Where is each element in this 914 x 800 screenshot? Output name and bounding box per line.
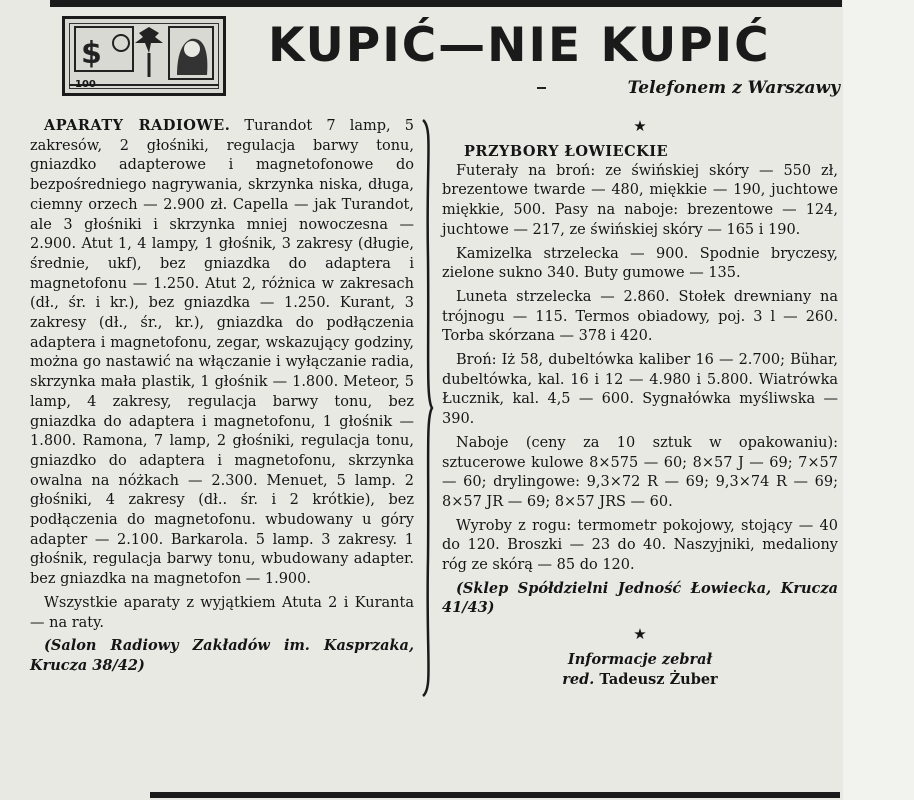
hunting-paragraph: Luneta strzelecka — 2.860. Stołek drewniany na trójnogu — 115. Termos obiadowy, poj. 3 l — 260. Torba skórzana — 378 i 420.: [442, 288, 838, 345]
credit-name: Tadeusz Żuber: [599, 670, 718, 688]
hunting-column: [442, 116, 838, 690]
hunting-paragraph: Broń: Iż 58, dubeltówka kaliber 16 — 2.700; Bühar, dubeltówka, kal. 16 i 12 — 4.980 i 5.800. Wiatrówka Łucznik, kal. 4,5 — 600. Sygnałówka myśliwska — 390.: [442, 352, 838, 428]
logo-value: 100: [75, 79, 96, 90]
page-edge: [843, 0, 914, 800]
svg-text:$: $: [81, 36, 102, 71]
byline: Telefonem z Warszawy: [627, 78, 840, 98]
bottom-rule: [150, 792, 840, 798]
radio-source: (Salon Radiowy Zakładów im. Kasprzaka, Krucza 38/42): [30, 637, 414, 674]
star-separator: ★: [633, 117, 647, 135]
radio-column: [30, 116, 414, 676]
credit-prefix: red.: [562, 670, 595, 688]
star-separator-2: ★: [633, 625, 647, 644]
credit-name-line: [442, 670, 838, 690]
hunting-paragraph: Futerały na broń: ze świńskiej skóry — 550 zł, brezentowe twarde — 480, miękkie — 190, juchtowe miękkie, 500. Pasy na naboje: brezentowe — 124, juchtowe — 217, ze świńskiej skóry — 165 i 190.: [442, 162, 838, 238]
credit-line: Informacje zebrał: [567, 651, 713, 669]
radio-text: Turandot 7 lamp, 5 zakresów, 2 głośniki, regulacja barwy tonu, gniazdko adapterowe i magnetofonowe do bezpośredniego nagrywania, skrzynka niska, długa, ciemny orzech — 2.900 zł. Capella — jak Turandot, ale 3 głośniki i skrzynka mniej nowoczesna — 2.900. Atut 1, 4 lampy, 1 głośnik, 3 zakresy (długie, średnie, ukf), bez gniazdka do adaptera i magnetofonu — 1.250. Atut 2, różnica w zakresach (dł., śr. i kr.), bez gniazdka — 1.250. Kurant, 3 zakresy (dł., śr., kr.), gniazdka do podłączenia adaptera i magnetofonu, zegar, wskazujący godziny, można go nastawić na włączanie i wyłączanie radia, skrzynka mała plastik, 1 głośnik — 1.800. Meteor, 5 lamp, 4 zakresy, regulacja barwy tonu, bez gniazdka do adaptera i magnetofonu, 1 głośnik — 1.800. Ramona, 7 lamp, 2 głośniki, regulacja tonu, gniazdko do adaptera i magnetofonu, skrzynka owalna na nóżkach — 2.300. Menuet, 5 lamp. 2 głośniki, 4 zakresy (dł.. śr. i 2 krótkie), bez podłączenia do magnetofonu. wbudowany u góry adapter — 2.100. Barkarola. 5 lamp. 3 zakresy. 1 głośnik, regulacja barwy tonu, wbudowany adapter. bez gniazdka na magnetofon — 1.900.: [30, 118, 415, 588]
page-title: KUPIĆ—NIE KUPIĆ: [268, 18, 771, 73]
radio-paragraph: [30, 116, 414, 590]
column-divider: [420, 118, 436, 698]
top-rule: [50, 0, 842, 7]
dash-mark: [537, 87, 546, 89]
column-logo: [62, 16, 226, 96]
radio-note: Wszystkie aparaty z wyjątkiem Atuta 2 i Kuranta — na raty.: [30, 594, 414, 631]
hunting-paragraph: Wyroby z rogu: termometr pokojowy, stojący — 40 do 120. Broszki — 23 do 40. Naszyjniki, medaliony róg ze skórą — 85 do 120.: [442, 517, 838, 574]
hunting-heading: PRZYBORY ŁOWIECKIE: [464, 143, 669, 160]
hunting-source: (Sklep Spółdzielni Jedność Łowiecka, Krucza 41/43): [442, 579, 838, 617]
radio-heading: APARATY RADIOWE.: [44, 117, 231, 134]
hunting-paragraph: Naboje (ceny za 10 sztuk w opakowaniu): sztucerowe kulowe 8×575 — 60; 8×57 J — 69; 7×57 — 60; drylingowe: 9,3×72 R — 69; 9,3×74 R — 69; 8×57 JR — 69; 8×57 JRS — 60.: [442, 434, 838, 510]
hunting-paragraph: Kamizelka strzelecka — 900. Spodnie bryczesy, zielone sukno 340. Buty gumowe — 135.: [442, 245, 838, 282]
